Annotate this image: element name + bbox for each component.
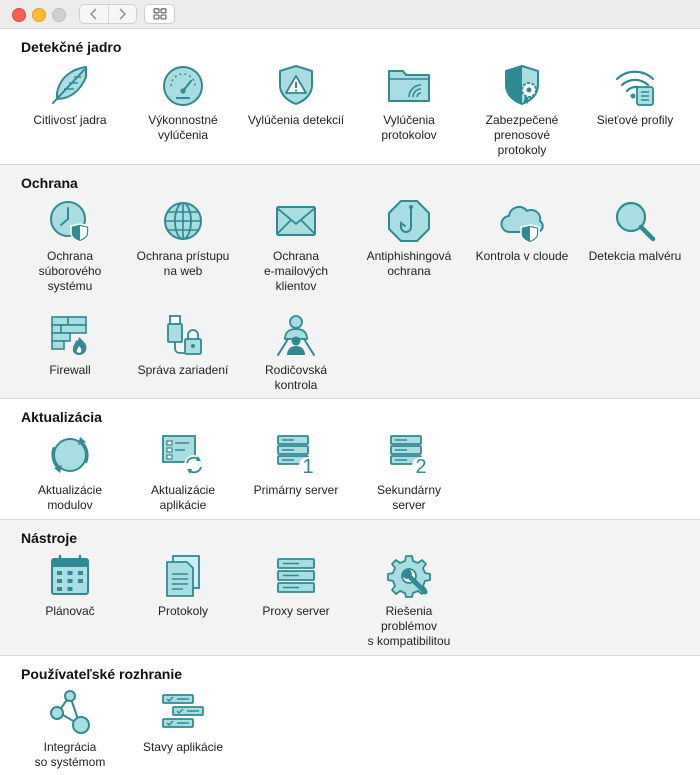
item-detection-exclusions[interactable]	[240, 63, 352, 128]
back-button[interactable]	[80, 5, 108, 23]
forward-button[interactable]	[108, 5, 137, 23]
item-file-system-protection[interactable]	[14, 199, 126, 294]
item-label: Správa zariadení	[137, 363, 229, 377]
item-label: Plánovač	[45, 604, 95, 618]
clock-shield-icon	[48, 199, 92, 243]
section-title: Ochrana	[21, 175, 78, 191]
refresh-circle-icon	[48, 433, 92, 477]
item-web-access-protection[interactable]	[127, 199, 239, 279]
section-user-interface	[0, 656, 700, 775]
gear-wrench-icon	[387, 554, 431, 598]
status-list-icon	[161, 690, 205, 734]
item-label: Vylúčenia protokolov	[381, 113, 437, 142]
hook-octagon-icon	[387, 199, 431, 243]
wifi-list-icon	[613, 63, 657, 107]
item-label: Ochrana súborového systému	[38, 249, 102, 293]
proxy-server-icon	[274, 554, 318, 598]
zoom-window-button[interactable]	[52, 8, 66, 22]
nav-button-group	[79, 4, 137, 24]
magnifier-icon	[613, 199, 657, 243]
item-label: Sekundárny server	[376, 483, 442, 512]
item-proxy-server[interactable]	[240, 554, 352, 619]
item-malware-detection[interactable]	[579, 199, 691, 264]
item-label: Stavy aplikácie	[142, 740, 224, 754]
item-compatibility-troubleshooting[interactable]	[353, 554, 465, 649]
calendar-icon	[48, 554, 92, 598]
shield-gear-icon	[500, 63, 544, 107]
gauge-icon	[161, 63, 205, 107]
item-application-statuses[interactable]	[127, 690, 239, 755]
item-label: Antiphishingová ochrana	[366, 249, 452, 278]
item-kernel-sensitivity[interactable]	[14, 63, 126, 128]
item-firewall[interactable]	[14, 313, 126, 378]
section-title: Nástroje	[21, 530, 78, 546]
chevron-left-icon	[89, 8, 99, 20]
section-update	[0, 399, 700, 520]
item-cloud-scanning[interactable]	[466, 199, 578, 264]
item-device-control[interactable]	[127, 313, 239, 378]
item-performance-exclusions[interactable]	[127, 63, 239, 143]
item-parental-control[interactable]	[240, 313, 352, 393]
item-label: Rodičovská kontrola	[264, 363, 328, 392]
item-label: Vylúčenia detekcií	[247, 113, 345, 127]
item-primary-server[interactable]	[240, 433, 352, 498]
item-network-profiles[interactable]	[579, 63, 691, 128]
item-label: Primárny server	[253, 483, 339, 497]
item-scheduler[interactable]	[14, 554, 126, 619]
feather-icon	[48, 63, 92, 107]
item-label: Integrácia so systémom	[34, 740, 106, 769]
shield-warning-icon	[274, 63, 318, 107]
item-system-integration[interactable]	[14, 690, 126, 770]
item-label: Citlivosť jadra	[33, 113, 107, 127]
item-log-exclusions[interactable]	[353, 63, 465, 143]
item-module-updates[interactable]	[14, 433, 126, 513]
item-secondary-server[interactable]	[353, 433, 465, 513]
server-1-icon	[274, 433, 318, 477]
folder-signal-icon	[387, 63, 431, 107]
item-label: Riešenia problémov s kompatibilitou	[367, 604, 451, 648]
section-protection	[0, 165, 700, 399]
item-label: Ochrana prístupu na web	[136, 249, 230, 278]
minimize-window-button[interactable]	[32, 8, 46, 22]
documents-icon	[161, 554, 205, 598]
grid-icon	[153, 8, 167, 20]
item-label: Ochrana e-mailových klientov	[263, 249, 329, 293]
item-secured-protocols[interactable]	[466, 63, 578, 158]
grid-view-button[interactable]	[144, 4, 175, 24]
item-label: Aktualizácie modulov	[37, 483, 103, 512]
item-label: Detekcia malvéru	[588, 249, 682, 263]
item-label: Protokoly	[157, 604, 209, 618]
cloud-shield-icon	[500, 199, 544, 243]
item-label: Aktualizácie aplikácie	[150, 483, 216, 512]
app-update-icon	[161, 433, 205, 477]
item-label: Zabezpečené prenosové protokoly	[485, 113, 559, 157]
chevron-right-icon	[117, 8, 127, 20]
section-title: Detekčné jadro	[21, 39, 122, 55]
parent-child-icon	[274, 313, 318, 357]
server-2-icon	[387, 433, 431, 477]
network-nodes-icon	[48, 690, 92, 734]
server-badge: 2	[415, 456, 427, 477]
item-label: Kontrola v cloude	[475, 249, 569, 263]
section-title: Používateľské rozhranie	[21, 666, 183, 682]
item-logs[interactable]	[127, 554, 239, 619]
usb-lock-icon	[161, 313, 205, 357]
section-title: Aktualizácia	[21, 409, 102, 425]
window-titlebar	[0, 0, 700, 29]
section-detection-core	[0, 29, 700, 165]
item-label: Proxy server	[262, 604, 330, 618]
item-label: Firewall	[49, 363, 91, 377]
item-antiphishing[interactable]	[353, 199, 465, 279]
item-label: Výkonnostné vylúčenia	[148, 113, 218, 142]
item-app-updates[interactable]	[127, 433, 239, 513]
envelope-icon	[274, 199, 318, 243]
server-badge: 1	[302, 456, 314, 477]
firewall-icon	[48, 313, 92, 357]
item-label: Sieťové profily	[596, 113, 674, 127]
globe-icon	[161, 199, 205, 243]
section-tools	[0, 520, 700, 656]
close-window-button[interactable]	[12, 8, 26, 22]
item-email-client-protection[interactable]	[240, 199, 352, 294]
